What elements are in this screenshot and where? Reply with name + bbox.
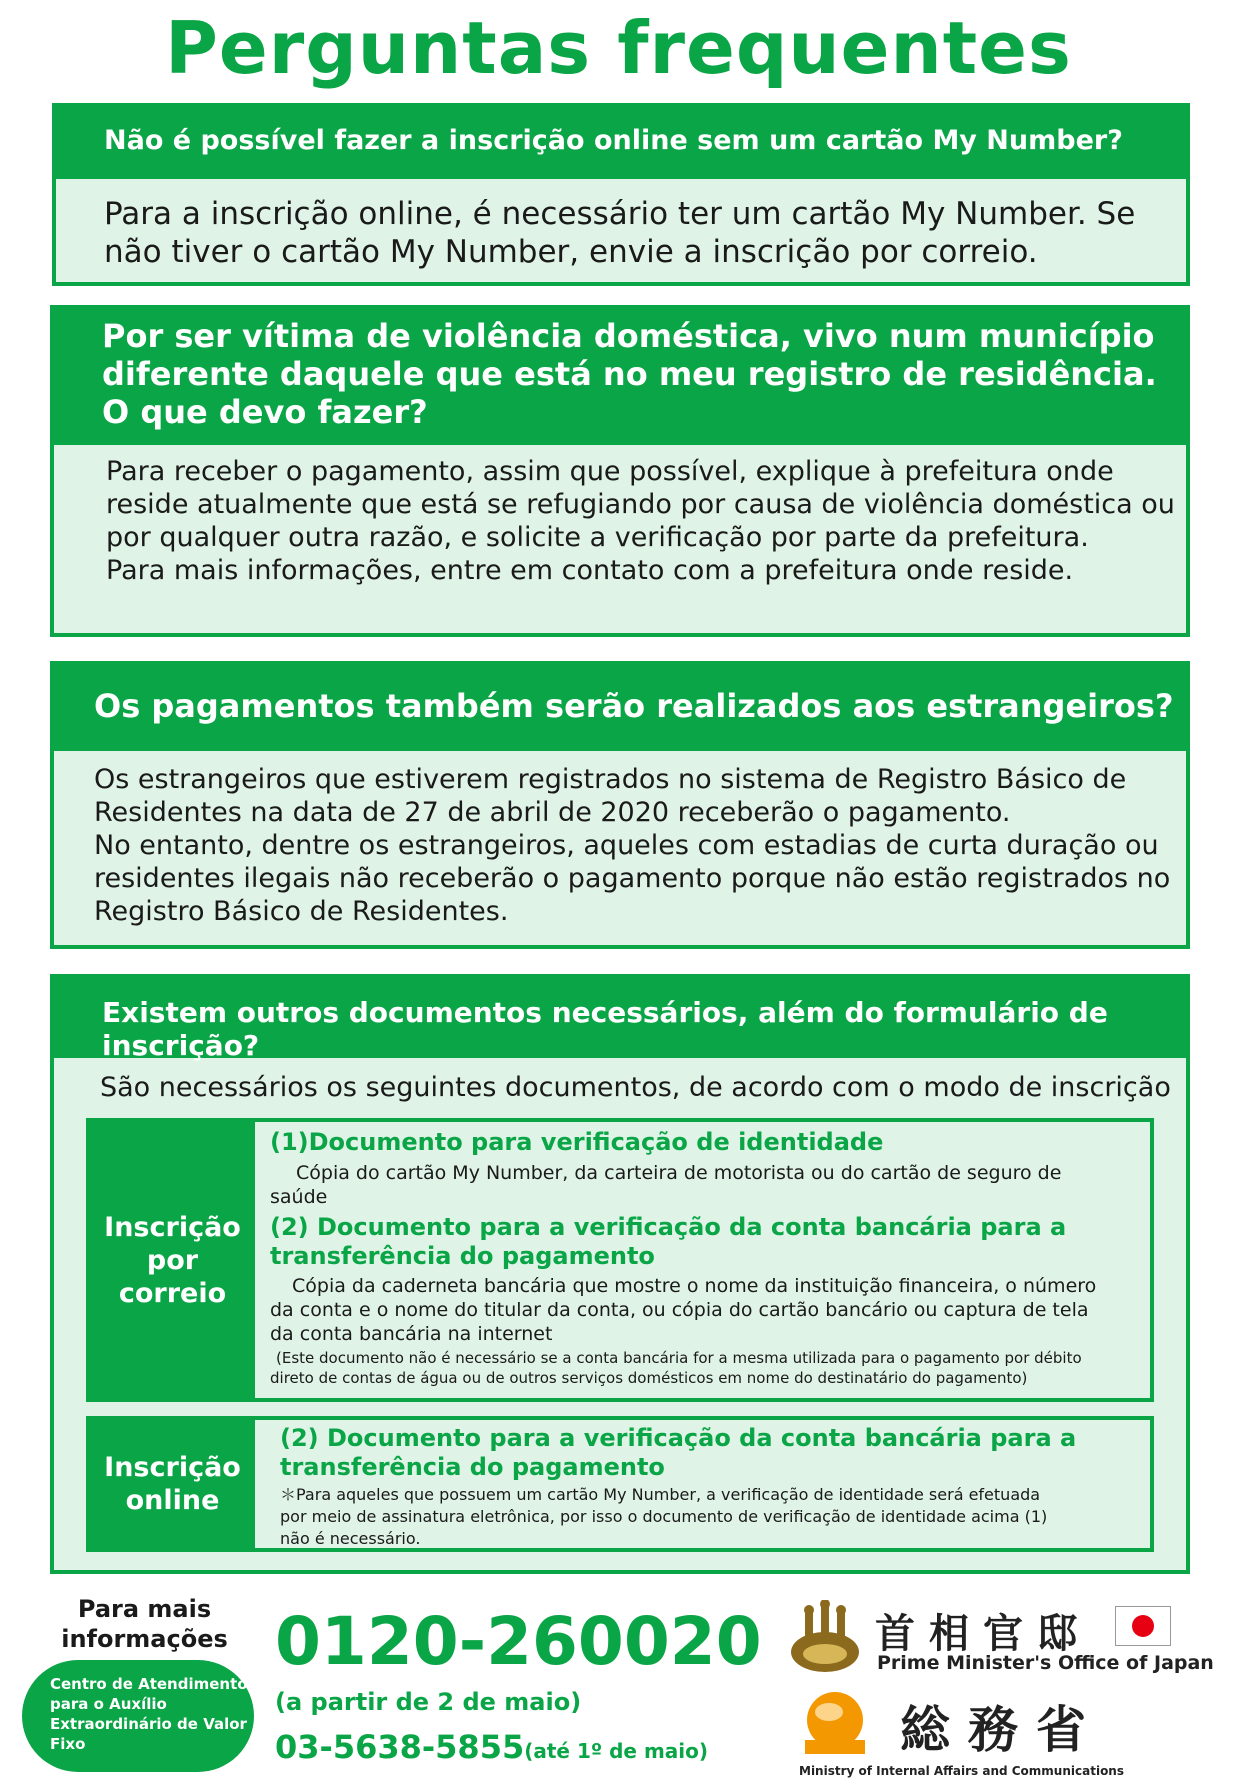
mic-name-en: Ministry of Internal Affairs and Communications — [799, 1764, 1124, 1778]
phone-number-main[interactable]: 0120-260020 — [275, 1603, 762, 1680]
faq-question: Existem outros documentos necessários, além do formulário de inscrição? — [54, 978, 1186, 1058]
phone-alt-note: (até 1º de maio) — [524, 1739, 709, 1763]
pmo-name-jp: 首相官邸 — [875, 1611, 1091, 1657]
more-info-label: Para mais informações — [61, 1595, 228, 1653]
mail-application-label: Inscrição por correio — [90, 1122, 255, 1398]
faq-question: Por ser vítima de violência doméstica, vivo num município diferente daquele que está no meu registro de residência. O que devo fazer? — [54, 309, 1186, 445]
doc-bank-text: Cópia da caderneta bancária que mostre o nome da instituição financeira, o número da conta e o nome do titular da conta, ou cópia do cartão bancário ou captura de tela da conta bancária na internet — [270, 1275, 1097, 1345]
pmo-logo — [785, 1600, 1214, 1682]
faq-question: Não é possível fazer a inscrição online sem um cartão My Number? — [56, 107, 1186, 179]
paulownia-crest-icon — [785, 1600, 865, 1678]
faq-answer-intro: São necessários os seguintes documentos, de acordo com o modo de inscrição — [100, 1072, 1171, 1103]
doc-identity-text: Cópia do cartão My Number, da carteira de motorista ou do cartão de seguro de saúde — [270, 1162, 1062, 1208]
mail-application-documents — [270, 1128, 1142, 1388]
faq-answer: Os estrangeiros que estiverem registrados no sistema de Registro Básico de Residentes na data de 27 de abril de 2020 receberão o pagamento. No entanto, dentre os estrangeiros, aqueles com estadias de curta duração ou residentes ilegais não receberão o pagamento porque não estão registrados no Registro Básico de Residentes. — [94, 764, 1171, 927]
pmo-name-en: Prime Minister's Office of Japan — [877, 1652, 1214, 1674]
phone-number-alt[interactable]: 03-5638-5855 — [275, 1728, 525, 1766]
online-application-documents — [280, 1424, 1142, 1550]
mic-logo — [795, 1688, 1185, 1784]
online-application-label: Inscrição online — [90, 1420, 255, 1548]
faq-item-other-documents — [50, 974, 1190, 1574]
doc-bank-note: (Este documento não é necessário se a conta bancária for a mesma utilizada para o pagamento por débito direto de contas de água ou de outros serviços domésticos em nome do destinatário do pagamento) — [270, 1349, 1082, 1387]
online-note: ＊Para aqueles que possuem um cartão My Number, a verificação de identidade será efetuada por meio de assinatura eletrônica, por isso o documento de verificação de identidade acima (1) não é necessário. — [280, 1485, 1048, 1548]
doc-identity-heading: (1)Documento para verificação de identidade — [270, 1128, 884, 1156]
mic-emblem-icon — [795, 1688, 875, 1760]
faq-item-foreigners — [50, 661, 1190, 949]
online-application-box — [86, 1416, 1154, 1552]
faq-question: Os pagamentos também serão realizados aos estrangeiros? — [54, 665, 1186, 751]
doc-bank-heading: (2) Documento para a verificação da conta bancária para a transferência do pagamento — [280, 1424, 1077, 1481]
japan-flag-icon — [1115, 1606, 1171, 1646]
faq-item-my-number — [52, 103, 1190, 286]
page-title: Perguntas frequentes — [165, 6, 1072, 90]
mic-name-jp: 総務省 — [900, 1701, 1104, 1759]
call-center-badge: Centro de Atendimento para o Auxílio Extraordinário de Valor Fixo — [22, 1660, 254, 1772]
mail-application-box — [86, 1118, 1154, 1402]
doc-bank-heading: (2) Documento para a verificação da conta bancária para a transferência do pagamento — [270, 1213, 1067, 1270]
faq-answer: Para a inscrição online, é necessário ter um cartão My Number. Se não tiver o cartão My Number, envie a inscrição por correio. — [104, 196, 1136, 270]
faq-answer: Para receber o pagamento, assim que possível, explique à prefeitura onde reside atualmente que está se refugiando por causa de violência doméstica ou por qualquer outra razão, e solicite a verificação por parte da prefeitura. Para mais informações, entre em contato com a prefeitura onde reside. — [106, 456, 1175, 586]
phone-main-note: (a partir de 2 de maio) — [275, 1688, 582, 1716]
faq-item-domestic-violence — [50, 305, 1190, 637]
phone-alt-row — [275, 1728, 708, 1766]
